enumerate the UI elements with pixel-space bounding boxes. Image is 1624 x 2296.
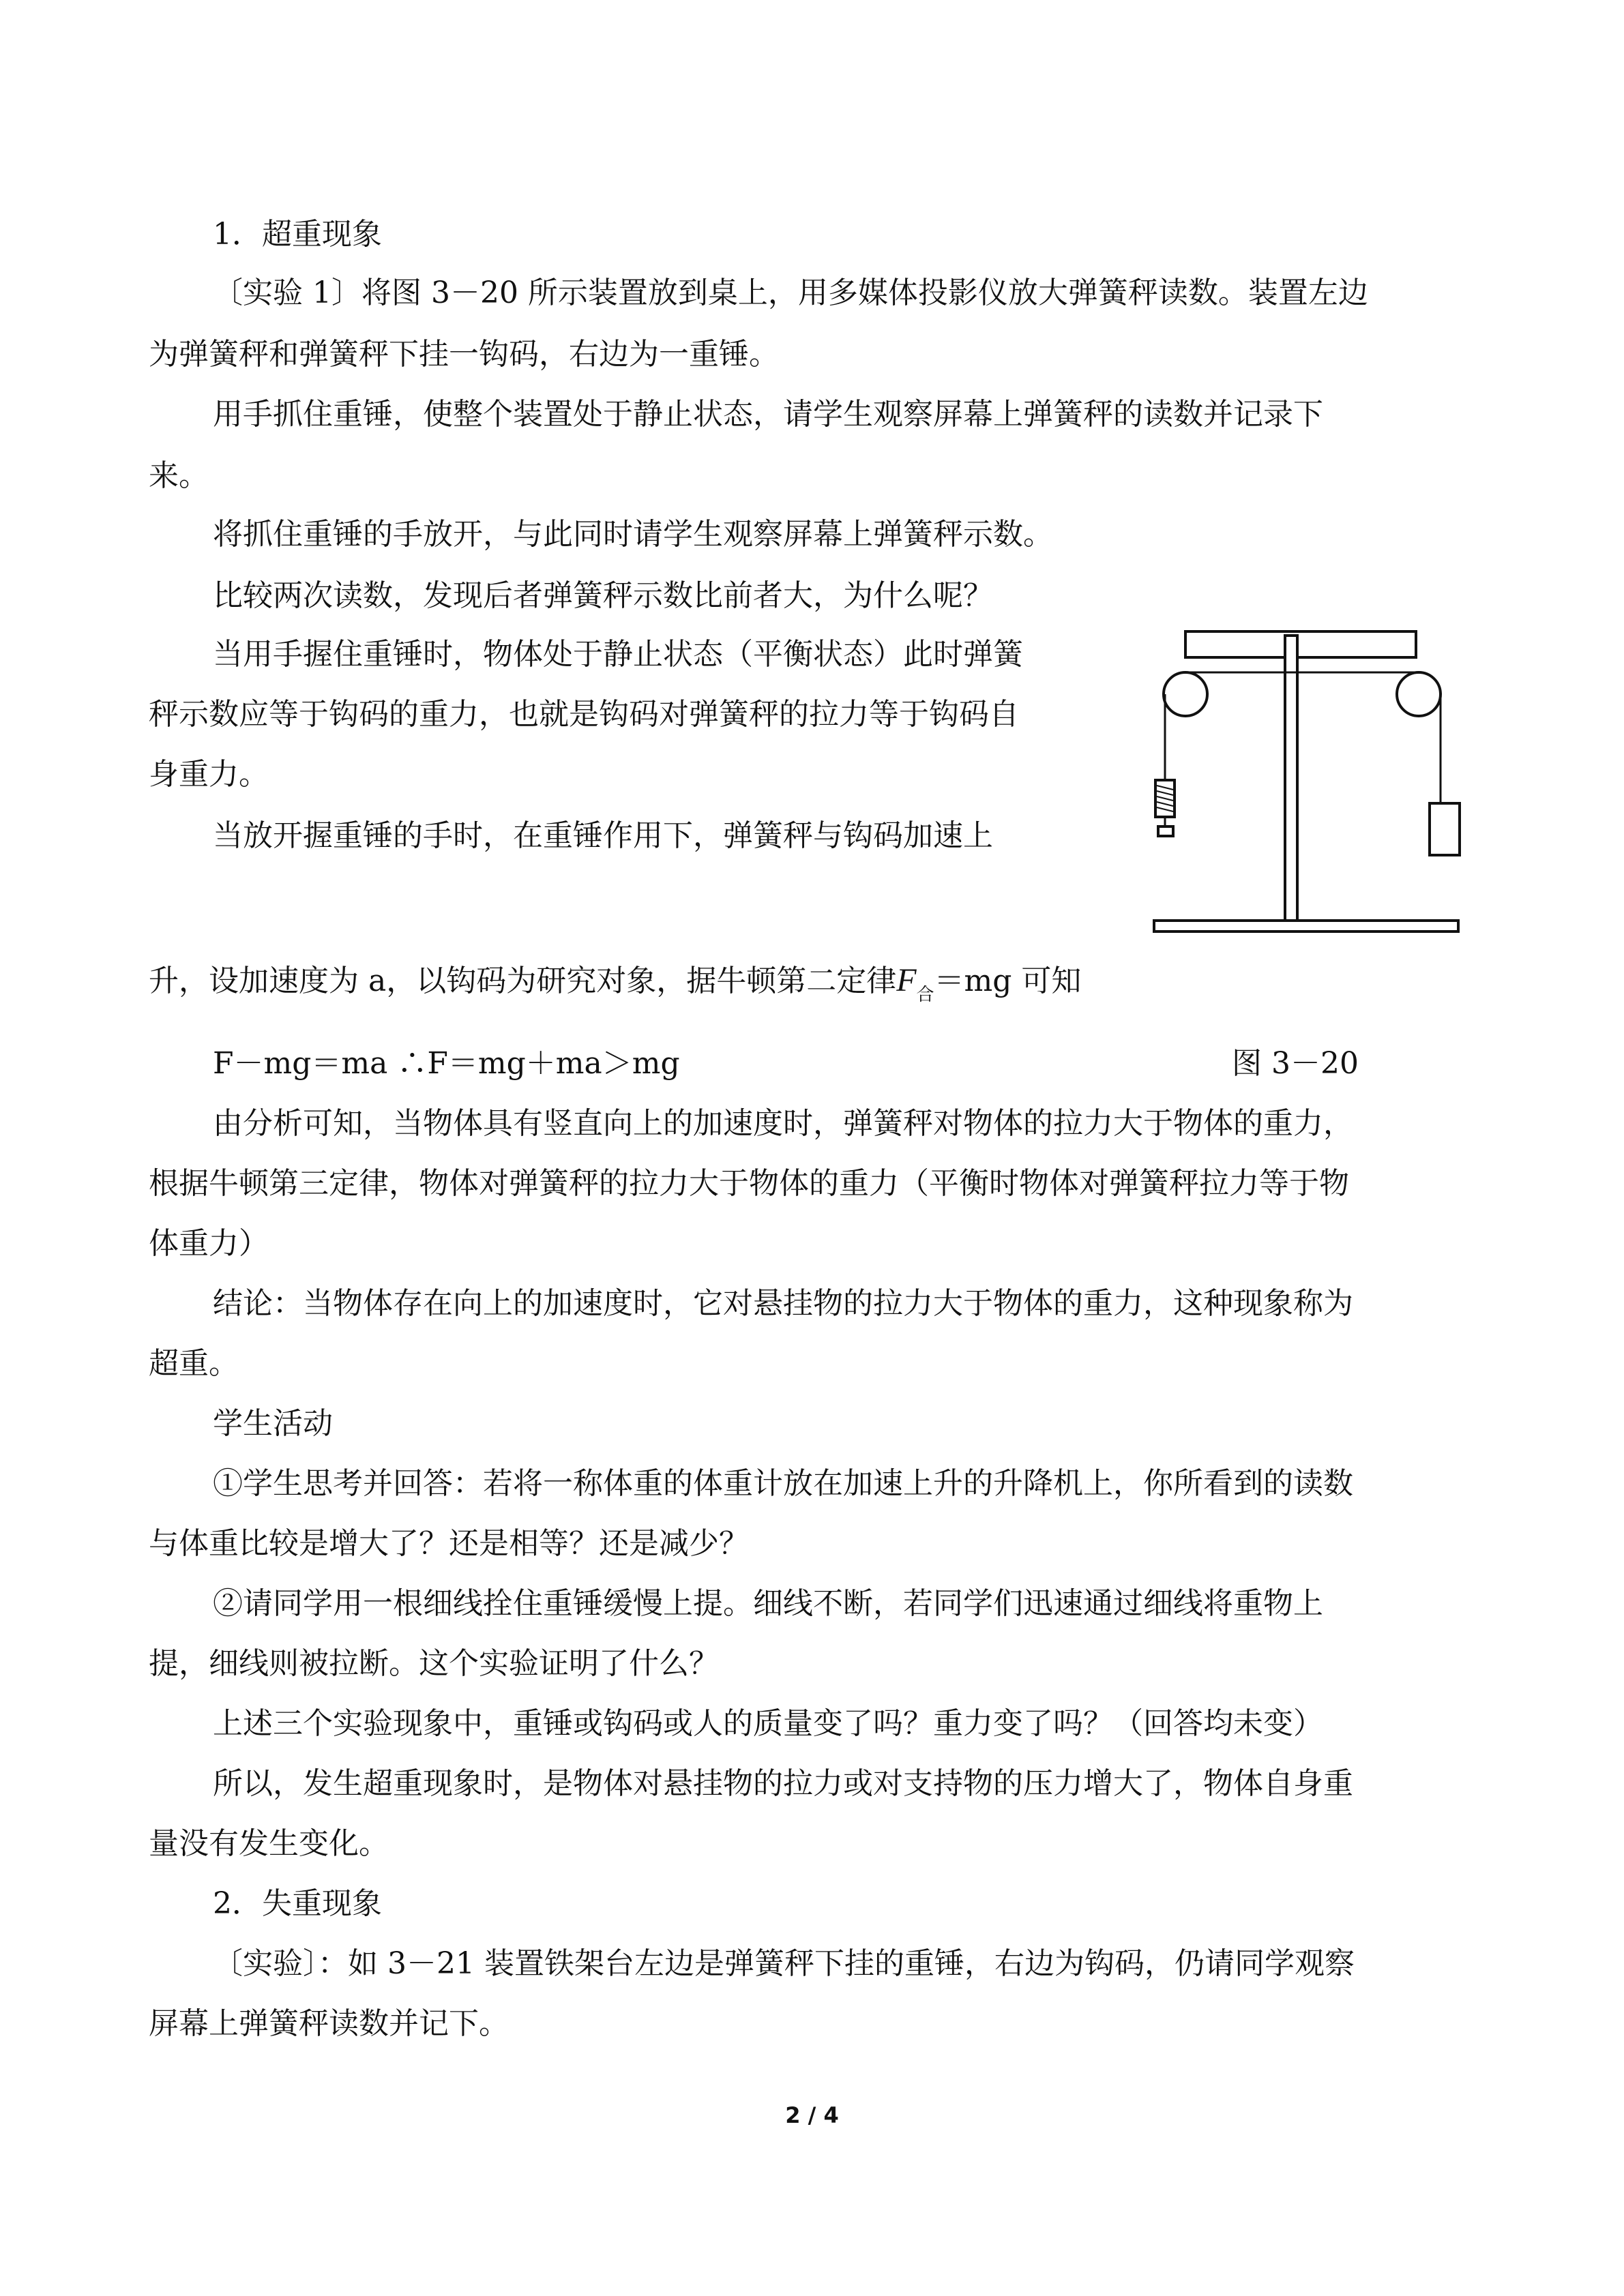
summary-line1: 所以，发生超重现象时，是物体对悬挂物的拉力或对支持物的压力增大了，物体自身重	[213, 1766, 1353, 1801]
analysis-line2: 根据牛顿第三定律，物体对弹簧秤的拉力大于物体的重力（平衡时物体对弹簧秤拉力等于物	[149, 1166, 1349, 1201]
p6-line2-text-b: ＝mg 可知	[934, 964, 1082, 998]
question3: 上述三个实验现象中，重锤或钩码或人的质量变了吗？重力变了吗？（回答均未变）	[213, 1706, 1323, 1741]
activity-title: 学生活动	[213, 1406, 333, 1441]
heavy-weight	[1430, 803, 1460, 855]
p2-line1: 用手抓住重锤，使整个装置处于静止状态，请学生观察屏幕上弹簧秤的读数并记录下	[213, 397, 1323, 432]
p6-line2-text-a: 升，设加速度为 a，以钩码为研究对象，据牛顿第二定律	[149, 964, 897, 998]
stand-pole	[1285, 636, 1297, 921]
question2-line2: 提，细线则被拉断。这个实验证明了什么？	[149, 1646, 719, 1681]
hook-weight	[1158, 826, 1173, 836]
question1-line2: 与体重比较是增大了？还是相等？还是减少？	[149, 1526, 749, 1561]
section1-heading: 1．超重现象	[213, 217, 382, 252]
p3: 将抓住重锤的手放开，与此同时请学生观察屏幕上弹簧秤示数。	[213, 517, 1053, 552]
figure-3-20-apparatus	[1151, 629, 1475, 938]
conclusion-line2: 超重。	[149, 1346, 239, 1381]
exp1-line1: 〔实验 1〕将图 3－20 所示装置放到桌上，用多媒体投影仪放大弹簧秤读数。装置左边	[213, 275, 1368, 310]
analysis-line1: 由分析可知，当物体具有竖直向上的加速度时，弹簧秤对物体的拉力大于物体的重力，	[213, 1106, 1353, 1141]
force-symbol: F	[896, 962, 917, 998]
spring-coil	[1157, 786, 1173, 811]
question1-line1: ①学生思考并回答：若将一称体重的体重计放在加速上升的升降机上，你所看到的读数	[213, 1466, 1353, 1501]
analysis-line3: 体重力）	[149, 1226, 269, 1261]
p5-line2: 秤示数应等于钩码的重力，也就是钩码对弹簧秤的拉力等于钩码自	[149, 697, 1019, 732]
figure-caption: 图 3－20	[1232, 1046, 1359, 1081]
section2-exp-line1: 〔实验〕：如 3－21 装置铁架台左边是弹簧秤下挂的重锤，右边为钩码，仍请同学观察	[213, 1946, 1355, 1981]
p2-line2: 来。	[149, 458, 209, 493]
exp1-line2: 为弹簧秤和弹簧秤下挂一钩码，右边为一重锤。	[149, 337, 779, 372]
p5-line3: 身重力。	[149, 757, 269, 792]
section2-exp-line2: 屏幕上弹簧秤读数并记下。	[149, 2006, 509, 2041]
top-beam	[1185, 631, 1416, 657]
p6-line1: 当放开握重锤的手时，在重锤作用下，弹簧秤与钩码加速上	[213, 818, 993, 853]
question2-line1: ②请同学用一根细线拴住重锤缓慢上提。细线不断，若同学们迅速通过细线将重物上	[213, 1586, 1323, 1621]
p5-line1: 当用手握住重锤时，物体处于静止状态（平衡状态）此时弹簧	[213, 637, 1023, 672]
summary-line2: 量没有发生变化。	[149, 1826, 389, 1861]
p6-line2	[149, 962, 1082, 1005]
p4: 比较两次读数，发现后者弹簧秤示数比前者大，为什么呢？	[213, 578, 993, 613]
page-number: 2 / 4	[785, 2102, 839, 2128]
section2-heading: 2．失重现象	[213, 1886, 382, 1921]
right-pulley	[1397, 672, 1441, 716]
formula: F－mg＝ma ∴F＝mg＋ma＞mg	[213, 1046, 680, 1081]
left-pulley	[1164, 672, 1207, 716]
stand-base	[1154, 921, 1458, 931]
conclusion-line1: 结论：当物体存在向上的加速度时，它对悬挂物的拉力大于物体的重力，这种现象称为	[213, 1286, 1353, 1321]
force-subscript: 合	[916, 985, 934, 1005]
